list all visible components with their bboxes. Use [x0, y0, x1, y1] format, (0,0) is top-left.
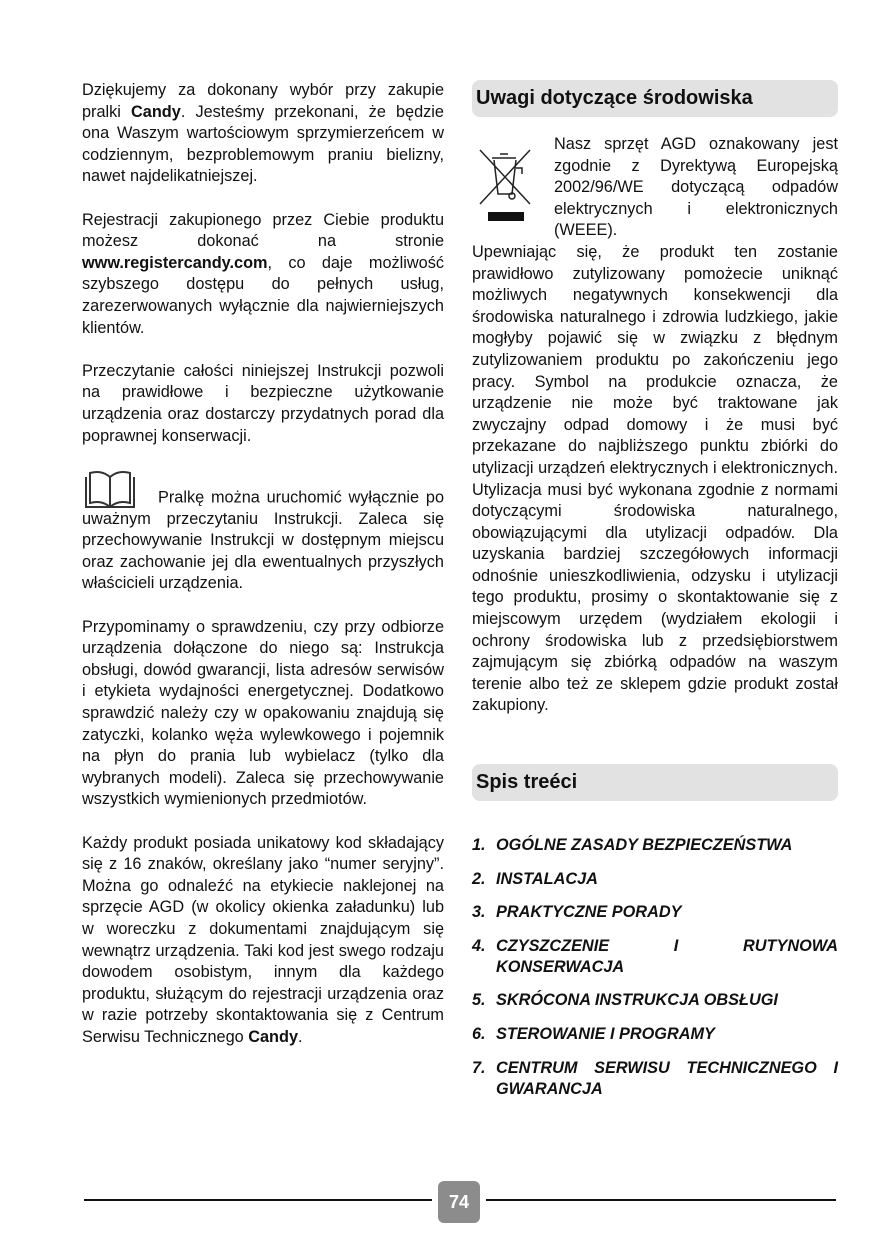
toc-title: SKRÓCONA INSTRUKCJA OBSŁUGI	[496, 991, 778, 1010]
weee-text: Nasz sprzęt AGD oznakowany jest zgodnie z Dyrektywą Europejską 2002/96/WE dotyczącą odpadów elektrycznych i elektronicznych (WEEE).	[554, 135, 838, 240]
toc-item[interactable]	[472, 902, 838, 923]
toc-item[interactable]	[472, 1024, 838, 1045]
text: , co daje możliwość szybszego dostępu do pełnych usług, zarezerwowanych wyłącznie dla najwierniejszych klientów.	[82, 253, 444, 337]
toc-title: STEROWANIE I PROGRAMY	[496, 1025, 715, 1043]
table-of-contents	[472, 835, 838, 1100]
weee-block	[472, 134, 838, 242]
right-column	[472, 80, 838, 1112]
register-link[interactable]: www.registercandy.com	[82, 253, 268, 272]
toc-number: 4.	[472, 936, 486, 955]
toc-number: 6.	[472, 1025, 486, 1043]
toc-title: PRAKTYCZNE PORADY	[496, 903, 682, 922]
brand-name: Candy	[248, 1027, 298, 1046]
toc-item[interactable]	[472, 1058, 838, 1100]
environment-body: Upewniając się, że produkt ten zostanie prawidłowo zutylizowany pomożecie uniknąć możliwych negatywnych konsekwencji dla środowiska naturalnego i zdrowia ludzkiego, jakie mogłyby pojawić się w związku z błędnym zutylizowaniem produktu po zakończeniu jego pracy. Symbol na produkcie oznacza, że urządzenie nie może być traktowane jak zwyczajny odpad domowy i że musi być przekazane do najbliższego punktu zbiórki do utylizacji urządzeń elektrycznych i elektronicznych. Utylizacja musi być wykonana zgodnie z normami dotyczącymi środowiska naturalnego, obowiązującymi dla utylizacji odpadów. Dla uzyskania bardziej szczegółowych informacji odnośnie unieszkodliwienia, odzysku i utylizacji tego produktu, prosimy o skontaktowanie się z miejscowym urzędem (wydziałem ekologii i ochrony środowiska lub z przedsiębiorstwem zajmującym się zbiórką odpadów na waszym terenie albo też ze sklepem gdzie produkt został zakupiony.	[472, 242, 838, 715]
text: . Jesteśmy przekonani, że będzie ona Waszym wartościowym sprzymierzeńcem w codziennym, bezproblemowym praniu bielizny, nawet najdelikatniejszej.	[82, 102, 444, 186]
toc-number: 2.	[472, 869, 486, 888]
read-manual-paragraph	[82, 469, 444, 595]
environment-heading: Uwagi dotyczące środowiska	[472, 80, 838, 117]
open-book-icon	[82, 469, 138, 509]
toc-title: CENTRUM SERWISU TECHNICZNEGO I GWARANCJA	[496, 1058, 838, 1098]
toc-item[interactable]	[472, 990, 838, 1011]
toc-title: INSTALACJA	[496, 869, 598, 888]
toc-item[interactable]	[472, 835, 838, 856]
toc-number: 3.	[472, 903, 486, 922]
intro-paragraph	[82, 80, 444, 188]
text: Każdy produkt posiada unikatowy kod składający się z 16 znaków, określany jako “numer seryjny”. Można go odnaleźć na etykiecie naklejonej na sprzęcie AGD (w okolicy okienka załadunku) lub w woreczku z dokumentami znajdującym się wewnątrz urządzenia. Taki kod jest swego rodzaju dowodem osobistym, innym dla każdego produktu, służącym do rejestracji urządzenia oraz w razie potrzeby skontaktowania się z Centrum Serwisu Technicznego	[82, 833, 444, 1046]
crossed-bin-icon	[472, 134, 554, 242]
toc-item[interactable]	[472, 869, 838, 890]
brand-name: Candy	[131, 102, 181, 121]
page-number: 74	[438, 1181, 480, 1223]
contents-heading: Spis treéci	[472, 764, 838, 801]
text: Rejestracji zakupionego przez Ciebie produktu możesz dokonać na stronie	[82, 210, 444, 251]
toc-number: 7.	[472, 1058, 486, 1077]
manual-paragraph: Przeczytanie całości niniejszej Instrukcji pozwoli na prawidłowe i bezpieczne użytkowanie urządzenia oraz dostarczy przydatnych porad dla poprawnej konserwacji.	[82, 361, 444, 445]
toc-number: 5.	[472, 991, 486, 1010]
package-contents-paragraph: Przypominamy o sprawdzeniu, czy przy odbiorze urządzenia dołączone do niego są: Instrukcja obsługi, dowód gwarancji, lista adresów serwisów i etykieta wydajności energetycznej. Dodatkowo sprawdzić należy czy w opakowaniu znajdują się zatyczki, kolanko węża wylewkowego i pojemnik na płyn do prania lub wybielacz (tylko dla wybranych modeli). Zaleca się przechowywanie wszystkich wymienionych przedmiotów.	[82, 617, 444, 809]
page-footer	[84, 1181, 836, 1223]
divider	[84, 1199, 432, 1201]
serial-number-paragraph	[82, 833, 444, 1049]
left-column	[82, 80, 444, 1070]
toc-item[interactable]	[472, 936, 838, 978]
text: Pralkę można uruchomić wyłącznie po uważnym przeczytaniu Instrukcji. Zaleca się przechowywanie Instrukcji w dostępnym miejscu oraz zachowanie jej dla ewentualnych przyszłych właścicieli urządzenia.	[82, 488, 444, 593]
toc-number: 1.	[472, 836, 486, 855]
text: .	[298, 1027, 303, 1046]
toc-title: CZYSZCZENIE I RUTYNOWA KONSERWACJA	[496, 936, 838, 976]
toc-title: OGÓLNE ZASADY BEZPIECZEŃSTWA	[496, 836, 793, 855]
registration-paragraph	[82, 210, 444, 340]
text: Dziękujemy za dokonany wybór przy zakupie pralki	[82, 81, 444, 121]
divider	[486, 1199, 836, 1201]
